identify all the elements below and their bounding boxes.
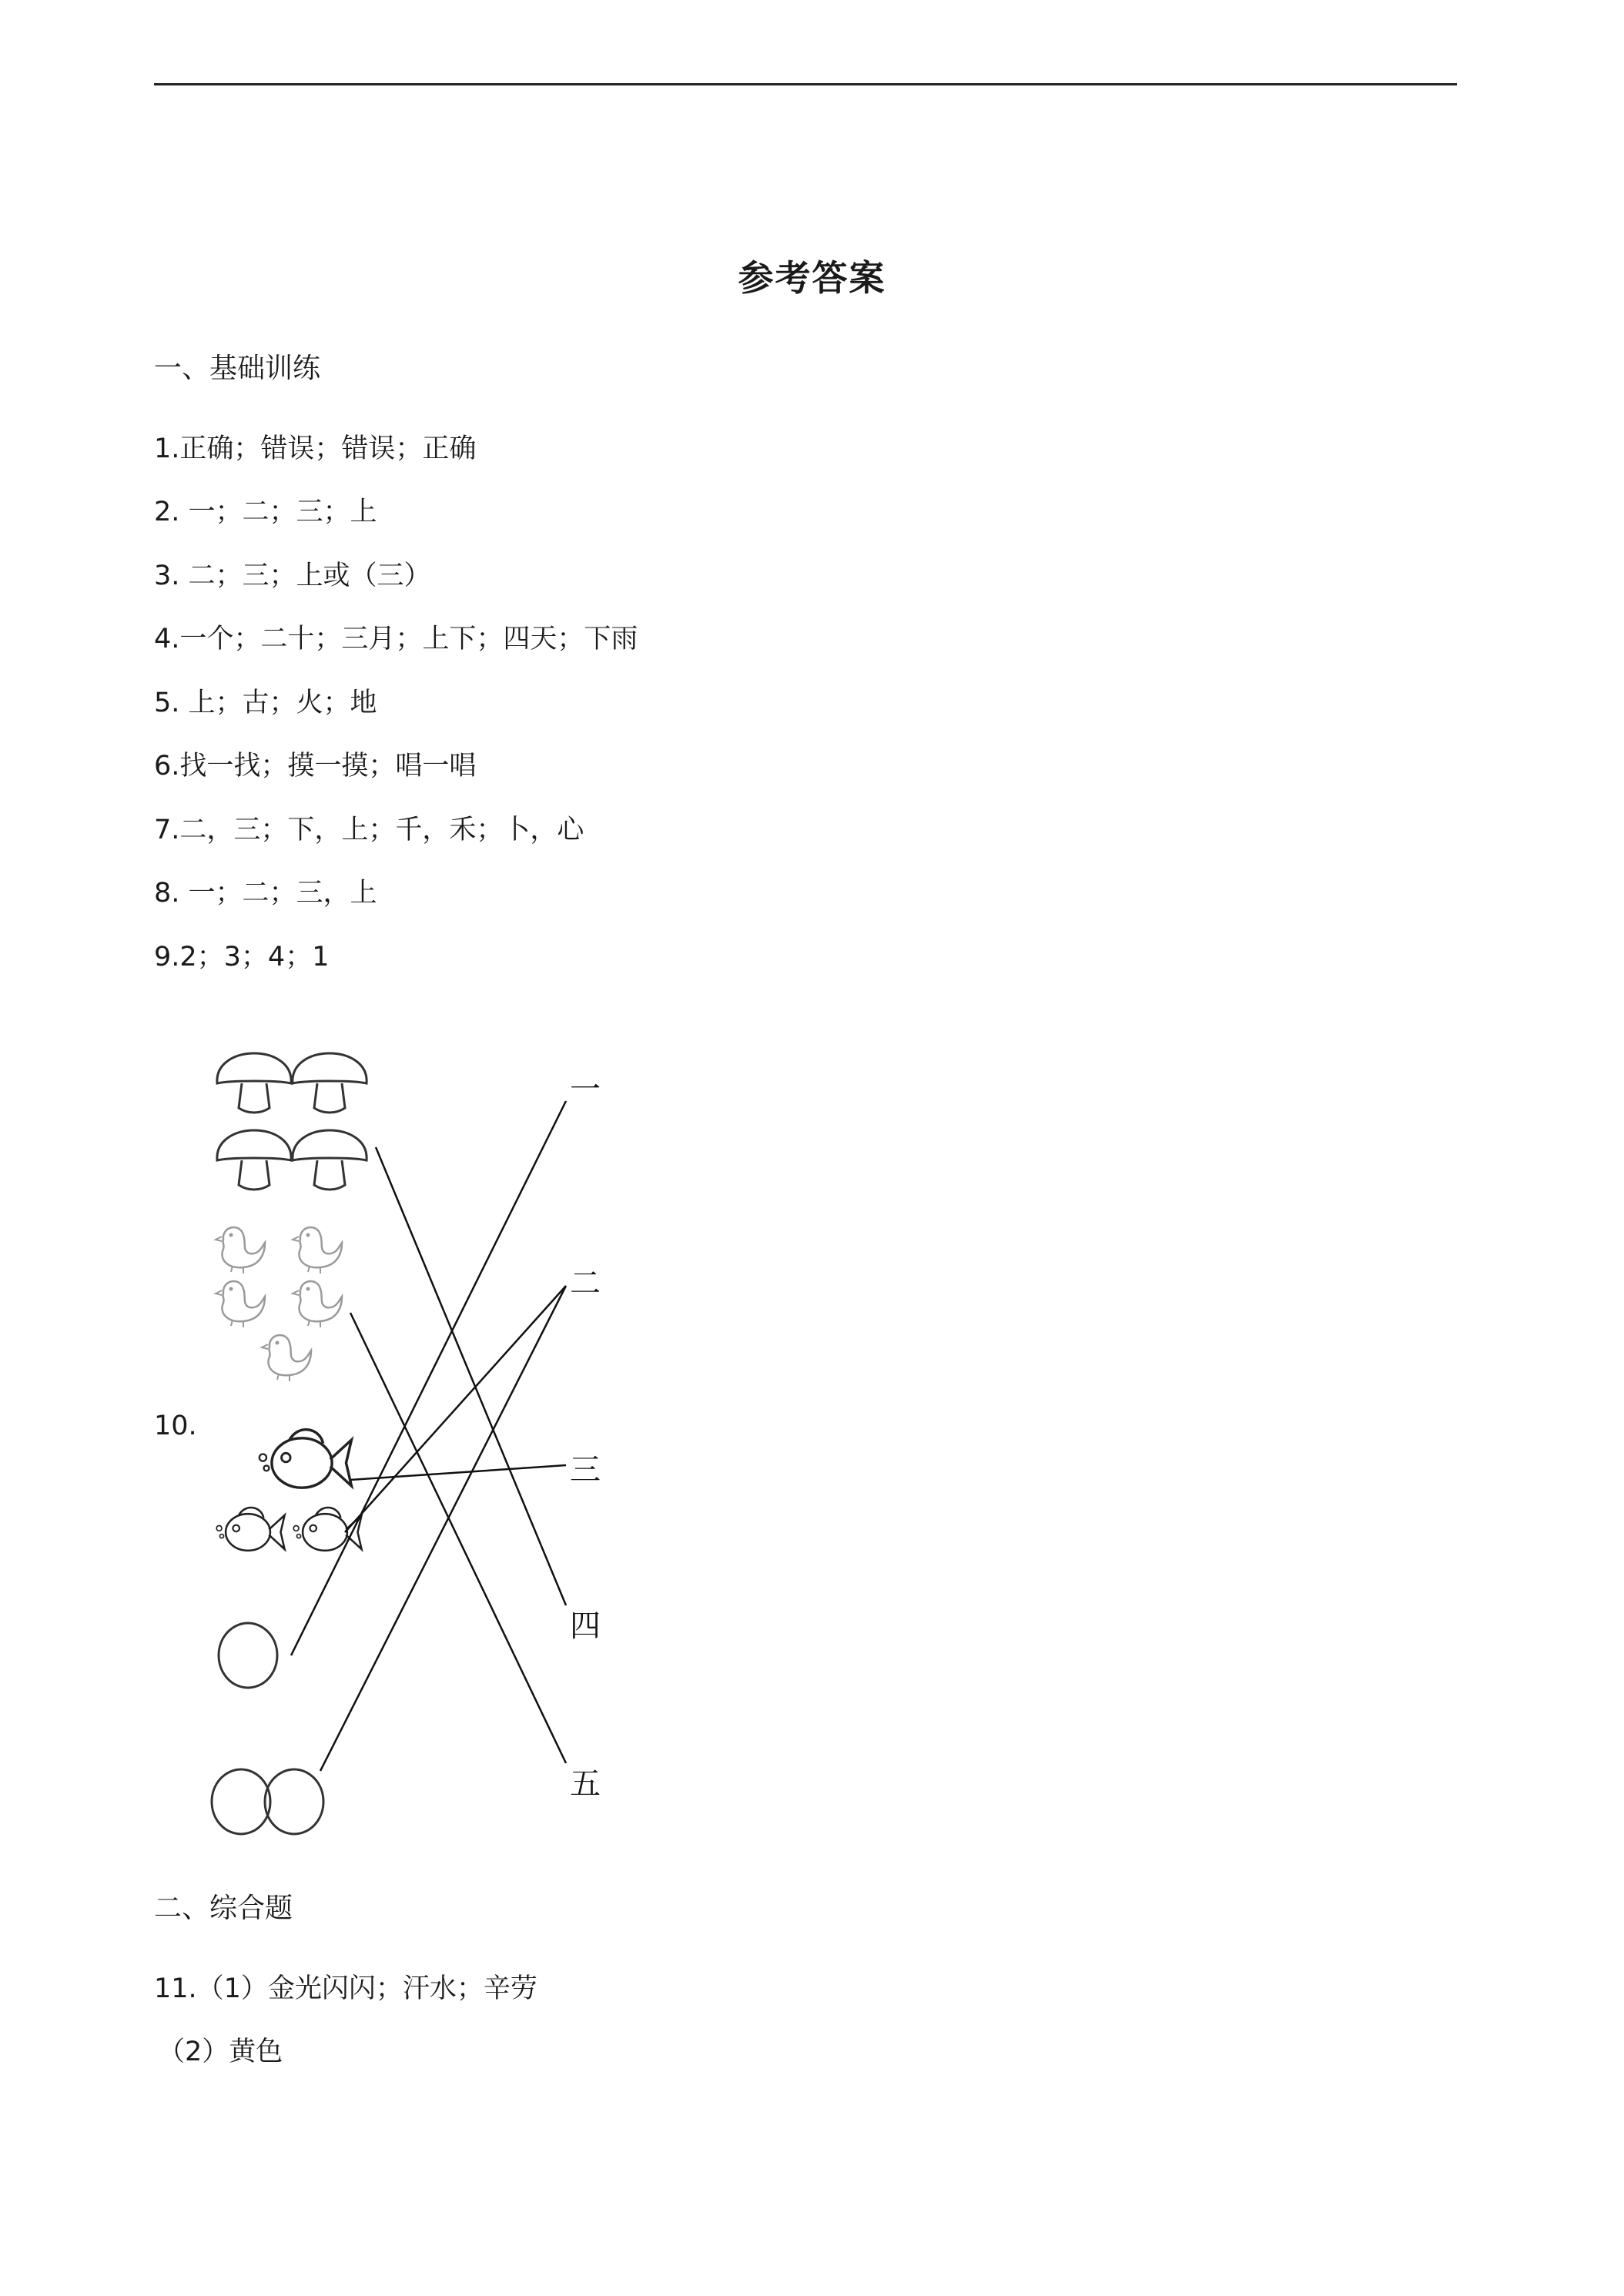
- answer-line-2: 2. 一；二；三；上: [154, 497, 377, 527]
- answer-line-1: 1.正确；错误；错误；正确: [154, 433, 477, 464]
- answer-line-9: 9.2；3；4；1: [154, 942, 330, 972]
- numeral-label: 四: [570, 1608, 601, 1644]
- circle-icon: [265, 1769, 323, 1834]
- mushroom-icon: [217, 1053, 291, 1113]
- page-title: 参考答案: [738, 257, 886, 299]
- fish-icon: [216, 1508, 284, 1551]
- answer-line-11-2: （2）黄色: [158, 2037, 283, 2067]
- fish-icon: [260, 1430, 352, 1488]
- bird-icon: [216, 1227, 265, 1274]
- bird-icon: [293, 1227, 342, 1274]
- answer-line-3: 3. 二；三；上或（三）: [154, 561, 431, 591]
- match-line: [291, 1101, 566, 1655]
- section-heading-comprehensive: 二、综合题: [154, 1893, 293, 1924]
- circle-icon: [219, 1623, 277, 1688]
- answer-line-5: 5. 上；古；火；地: [154, 688, 377, 718]
- bird-icon: [216, 1281, 265, 1327]
- match-line: [320, 1286, 566, 1771]
- mushroom-icon: [293, 1053, 367, 1113]
- match-line: [376, 1147, 566, 1605]
- mushroom-icon: [293, 1130, 367, 1190]
- numeral-label: 一: [570, 1072, 601, 1107]
- answer-line-6: 6.找一找；摸一摸；唱一唱: [154, 751, 477, 782]
- answer-line-11-1: 11.（1）金光闪闪；汗水；辛劳: [154, 1973, 537, 2004]
- question-10-number: 10.: [154, 1411, 197, 1441]
- answer-line-8: 8. 一；二；三，上: [154, 878, 377, 909]
- section-heading-basic: 一、基础训练: [154, 353, 321, 384]
- numeral-label: 三: [570, 1452, 601, 1488]
- fish-icon: [293, 1508, 361, 1551]
- bird-icon: [293, 1281, 342, 1327]
- bird-icon: [262, 1335, 311, 1381]
- circle-icon: [212, 1769, 270, 1834]
- answer-line-4: 4.一个；二十；三月；上下；四天；下雨: [154, 624, 638, 654]
- numeral-label: 五: [570, 1766, 601, 1802]
- numeral-label: 二: [570, 1266, 601, 1301]
- match-line: [350, 1313, 566, 1763]
- answer-line-7: 7.二，三；下，上；千，禾；卜，心: [154, 815, 584, 845]
- mushroom-icon: [217, 1130, 291, 1190]
